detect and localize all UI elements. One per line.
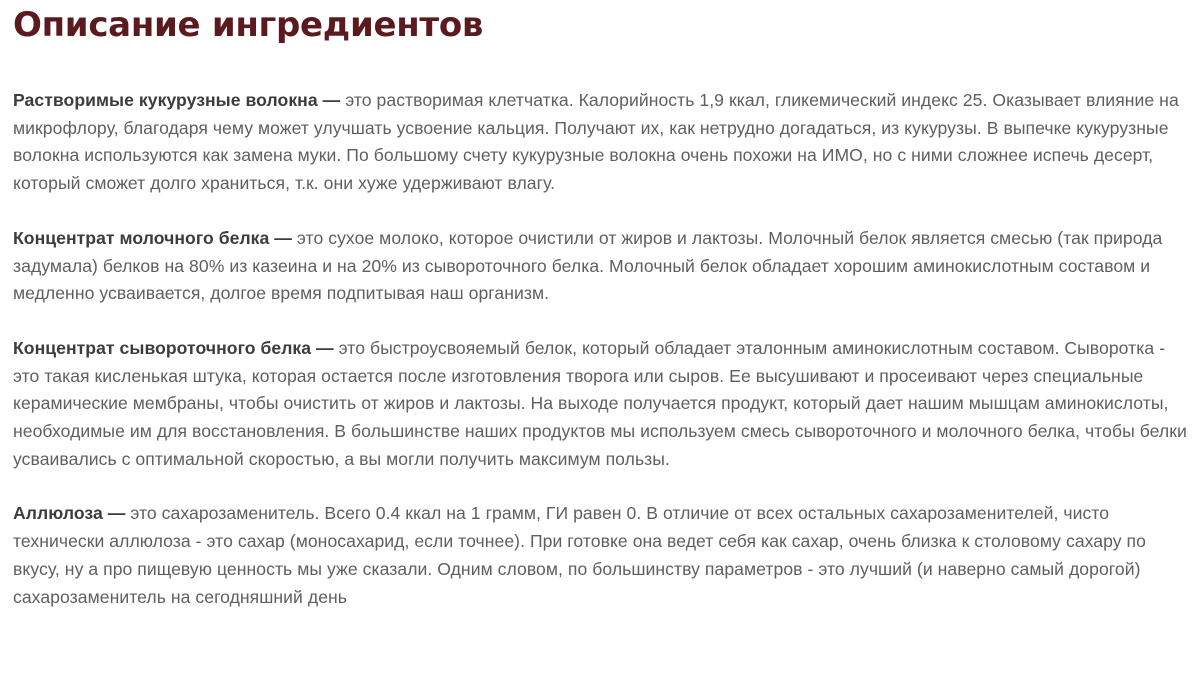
ingredient-term: Аллюлоза — <box>13 503 126 524</box>
ingredient-milk-protein <box>13 225 1193 308</box>
ingredient-corn-fiber <box>13 87 1193 198</box>
ingredient-description: это быстроусвояемый белок, который обладает эталонным аминокислотным составом. Сыворотка - это такая кисленькая штука, которая остается после изготовления творога или сыров. Ее высушивают и просеивают через специальные керамические мембраны, чтобы очистить от жиров и лактозы. На выходе получается продукт, который дает нашим мышцам аминокислоты, необходимые им для восстановления. В большинстве наших продуктов мы используем смесь сывороточного и молочного белка, чтобы белки усваивались с оптимальной скоростью, а вы могли получить максимум пользы. <box>13 337 1187 469</box>
page-title: Описание ингредиентов <box>13 5 484 45</box>
ingredient-description: это сухое молоко, которое очистили от жиров и лактозы. Молочный белок является смесью (так природа задумала) белков на 80% из казеина и на 20% из сывороточного белка. Молочный белок обладает хорошим аминокислотным составом и медленно усваивается, долгое время подпитывая наш организм. <box>13 227 1163 304</box>
ingredient-term: Растворимые кукурузные волокна — <box>13 90 341 110</box>
ingredients-article <box>13 0 1193 611</box>
ingredient-term: Концентрат молочного белка — <box>13 227 292 248</box>
ingredient-allulose <box>13 500 1193 611</box>
ingredient-term: Концентрат сывороточного белка — <box>13 337 334 358</box>
ingredient-whey-protein <box>13 335 1193 474</box>
ingredient-description: это растворимая клетчатка. Калорийность 1,9 ккал, гликемический индекс 25. Оказывает влияние на микрофлору, благодаря чему может улучшать усвоение кальция. Получают их, как нетрудно догадаться, из кукурузы. В выпечке кукурузные волокна используются как замена муки. По большому счету кукурузные волокна очень похожи на ИМО, но с ними сложнее испечь десерт, который сможет долго храниться, т.к. они хуже удерживают влагу. <box>13 90 1179 194</box>
ingredient-description: это сахарозаменитель. Всего 0.4 ккал на 1 грамм, ГИ равен 0. В отличие от всех остальных сахарозаменителей, чисто технически аллюлоза - это сахар (моносахарид, если точнее). При готовке она ведет себя как сахар, очень близка к столовому сахару по вкусу, ну а про пищевую ценность мы уже сказали. Одним словом, по большинству параметров - это лучший (и наверно самый дорогой) сахарозаменитель на сегодняшний день <box>13 503 1146 607</box>
